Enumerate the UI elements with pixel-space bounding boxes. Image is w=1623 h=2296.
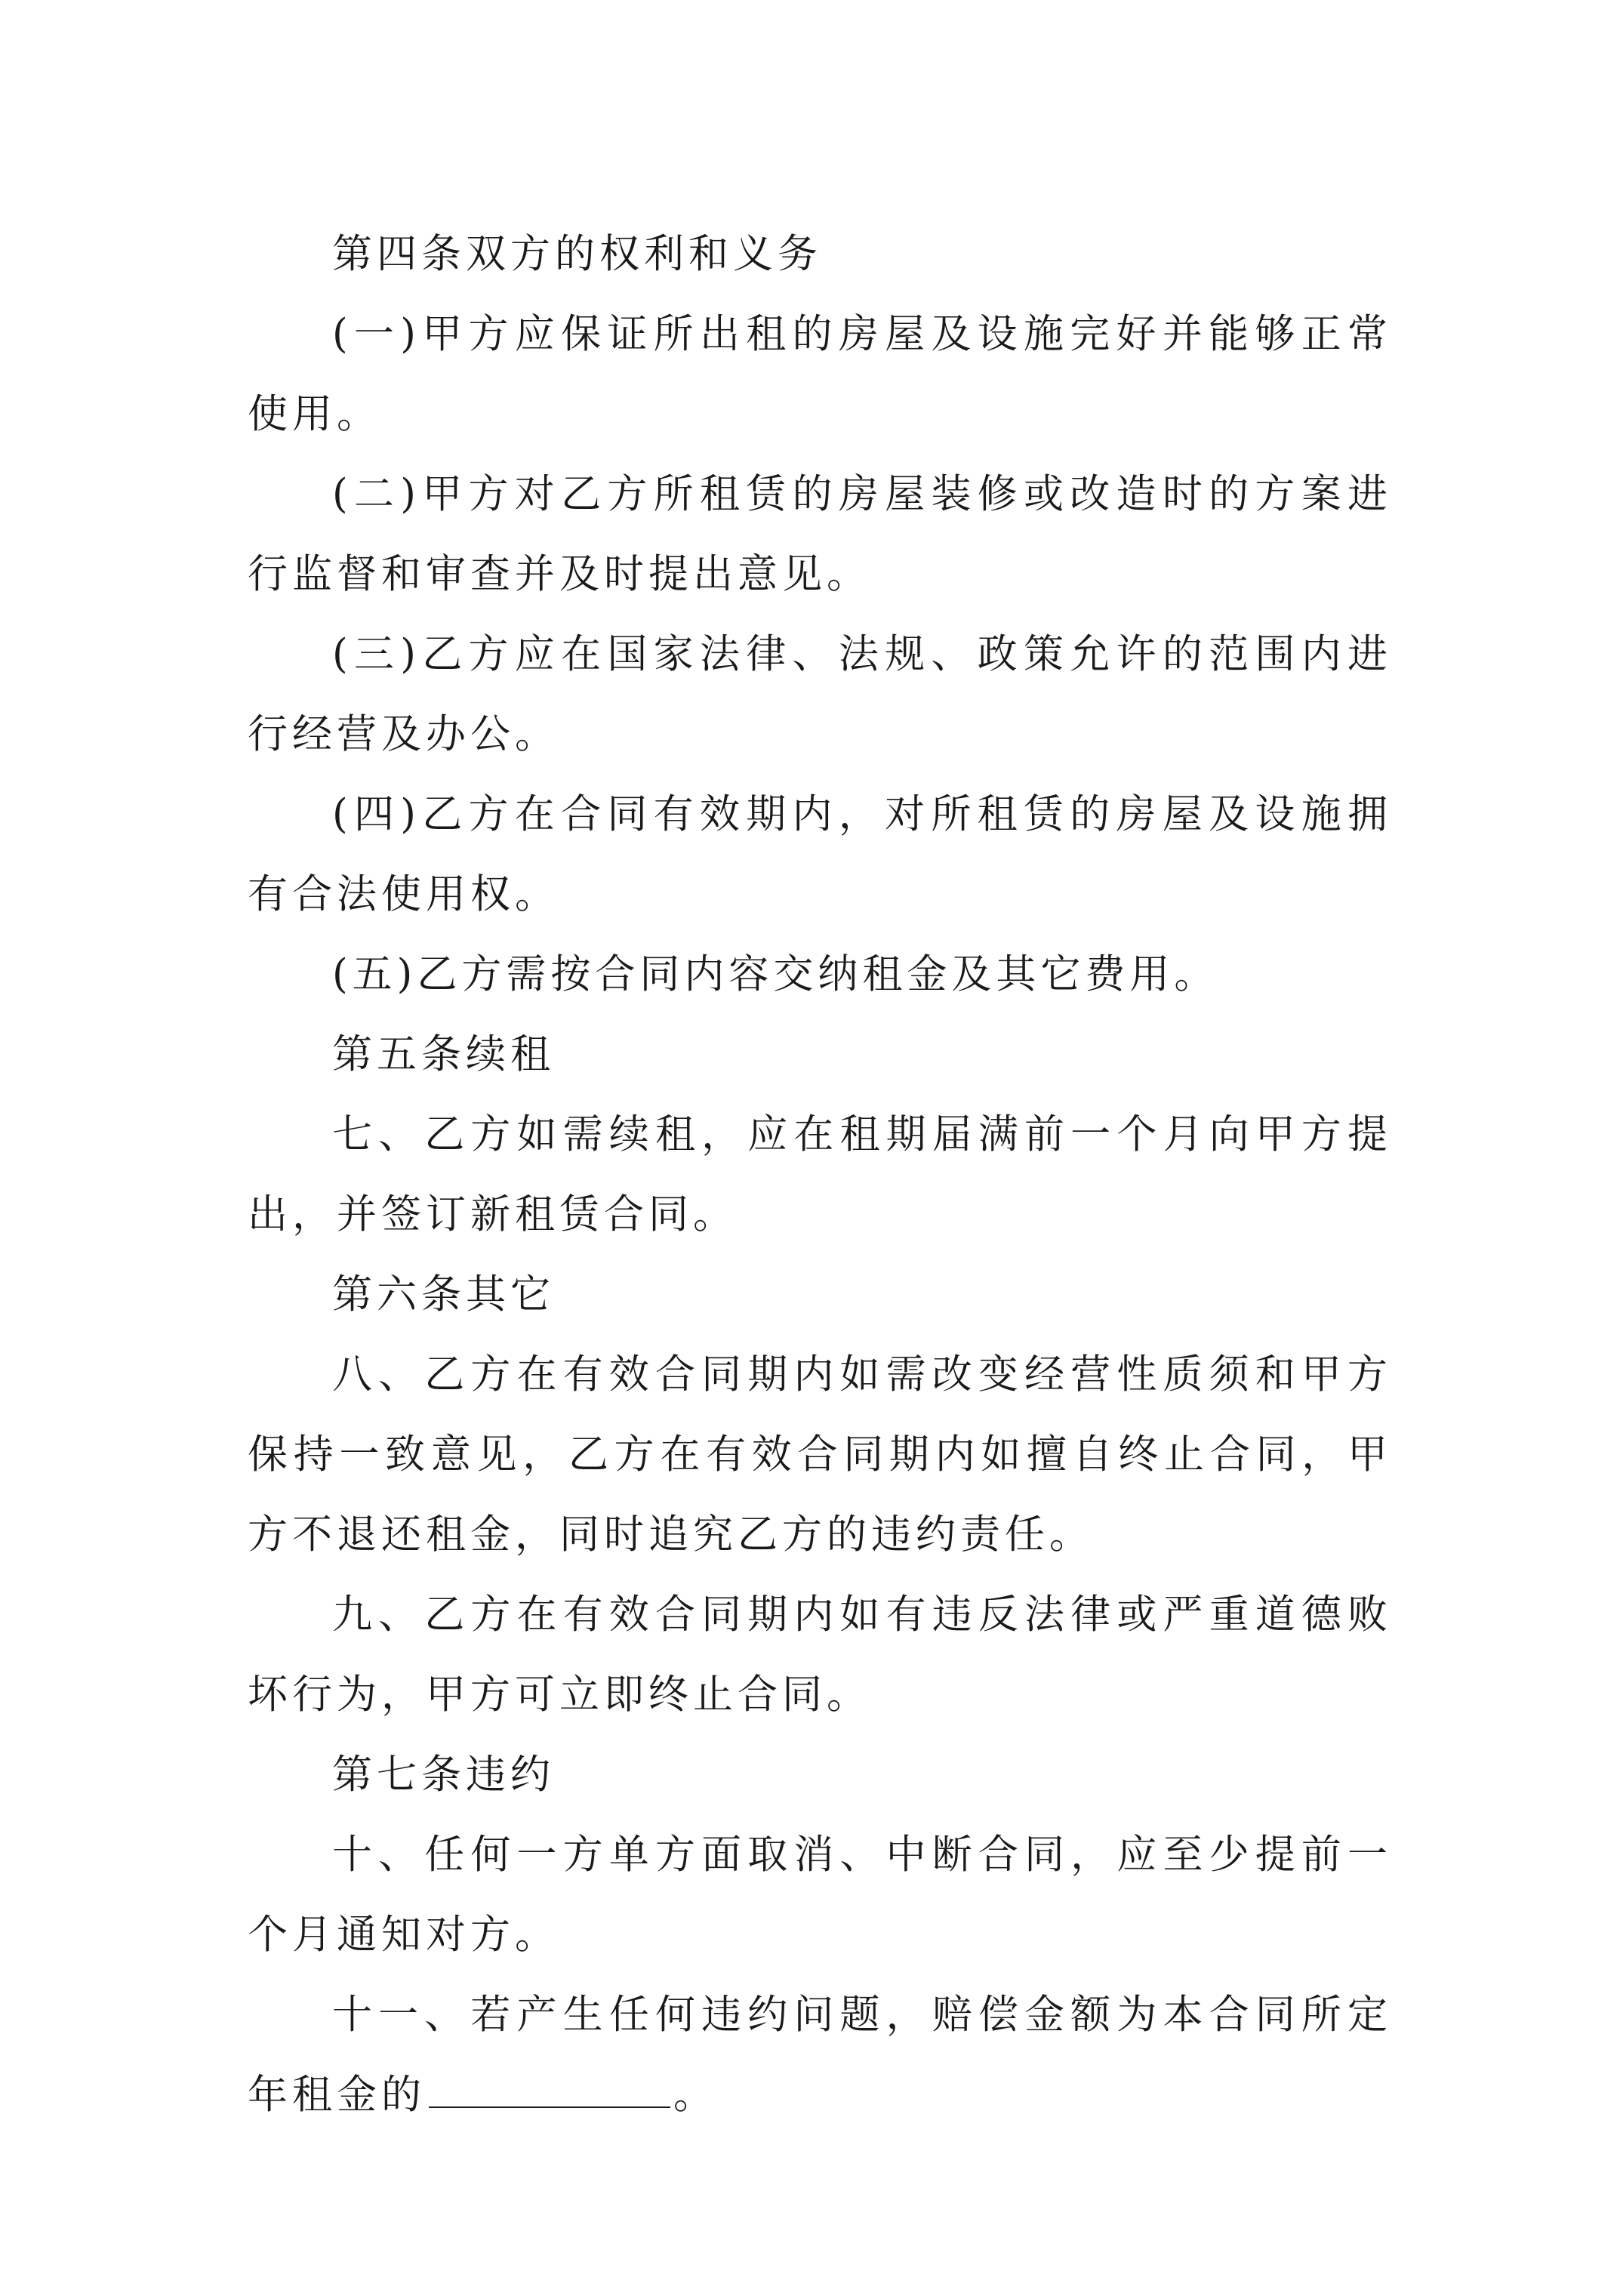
article-7-heading: 第七条违约 [332,1752,555,1798]
article-4-item-2: (二)甲方对乙方所租赁的房屋装修或改造时的方案进行监督和审查并及时提出意见。 [248,471,1392,597]
article-4-item-5: (五)乙方需按合同内容交纳租金及其它费用。 [332,951,1219,997]
article-5-heading: 第五条续租 [332,1031,555,1077]
article-4-heading: 第四条双方的权利和义务 [332,231,822,277]
article-4-item-1: (一)甲方应保证所出租的房屋及设施完好并能够正常使用。 [248,311,1392,437]
clause-7: 七、乙方如需续租，应在租期届满前一个月向甲方提出，并签订新租赁合同。 [248,1111,1392,1237]
clause-11 [248,1975,1392,2135]
fill-in-blank-line [429,2060,670,2108]
clause-11-text: 十一、若产生任何违约问题，赔偿金额为本合同所定年租金的 [248,1992,1392,2118]
contract-body [248,214,1392,2135]
clause-11-end: 。 [673,2072,718,2118]
clause-8: 八、乙方在有效合同期内如需改变经营性质须和甲方保持一致意见，乙方在有效合同期内如擅自终止合同，甲方不退还租金，同时追究乙方的违约责任。 [248,1351,1392,1558]
article-6-heading: 第六条其它 [332,1271,555,1318]
clause-10: 十、任何一方单方面取消、中断合同，应至少提前一个月通知对方。 [248,1832,1392,1958]
article-4-item-3: (三)乙方应在国家法律、法规、政策允许的范围内进行经营及办公。 [248,631,1392,757]
article-4-item-4: (四)乙方在合同有效期内，对所租赁的房屋及设施拥有合法使用权。 [248,791,1392,917]
clause-9: 九、乙方在有效合同期内如有违反法律或严重道德败坏行为，甲方可立即终止合同。 [248,1592,1392,1718]
